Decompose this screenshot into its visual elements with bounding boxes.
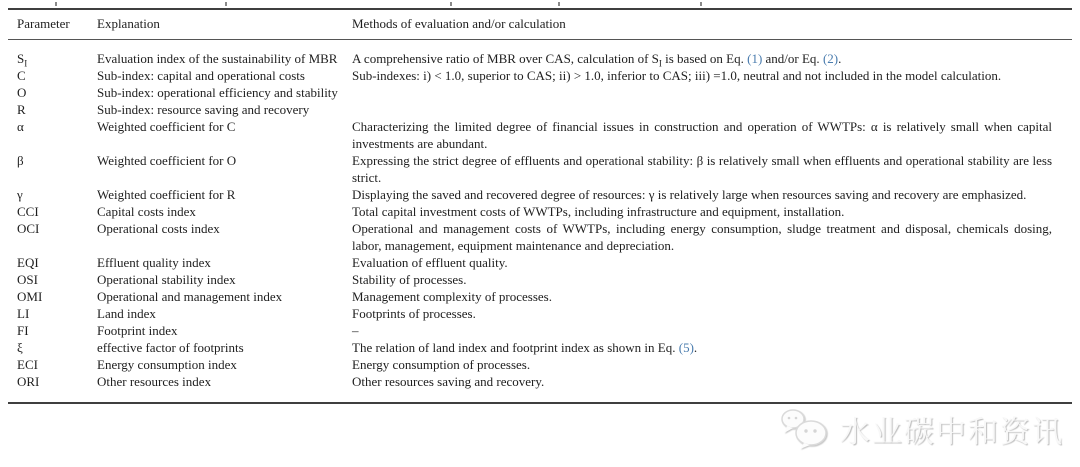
table-row bbox=[8, 322, 1072, 339]
param-cell: OCI bbox=[17, 221, 40, 236]
explanation-cell: Evaluation index of the sustainability of MBR bbox=[97, 51, 338, 66]
cropped-text-fragment bbox=[55, 2, 57, 6]
table-row bbox=[8, 67, 1072, 84]
method-cell: Energy consumption of processes. bbox=[352, 357, 531, 372]
param-cell: LI bbox=[17, 306, 30, 321]
table-row bbox=[8, 40, 1072, 68]
param-cell: C bbox=[17, 68, 26, 83]
param-cell: $S_I$ bbox=[17, 51, 28, 69]
table-row bbox=[8, 373, 1072, 403]
header-parameter: Parameter bbox=[8, 9, 97, 40]
table-row bbox=[8, 220, 1072, 254]
table-row bbox=[8, 271, 1072, 288]
method-cell: Other resources saving and recovery. bbox=[352, 374, 545, 389]
header-explanation: Explanation bbox=[97, 9, 352, 40]
cropped-text-fragment bbox=[450, 2, 452, 6]
method-cell: Total capital investment costs of WWTPs, including infrastructure and equipment, installation. bbox=[352, 204, 845, 219]
cropped-text-fragment bbox=[558, 2, 560, 6]
equation-link[interactable]: (2) bbox=[822, 51, 839, 66]
param-cell: R bbox=[17, 102, 26, 117]
param-cell: EQI bbox=[17, 255, 39, 270]
param-cell: CCI bbox=[17, 204, 39, 219]
cropped-text-fragment bbox=[700, 2, 702, 6]
param-cell: γ bbox=[17, 187, 23, 202]
param-cell: FI bbox=[17, 323, 29, 338]
method-cell: Displaying the saved and recovered degree of resources: γ is relatively large when resources saving and recovery are emphasized. bbox=[352, 187, 1027, 202]
table-header bbox=[8, 9, 1072, 40]
explanation-cell: Footprint index bbox=[97, 323, 178, 338]
param-cell: O bbox=[17, 85, 27, 100]
param-cell: ECI bbox=[17, 357, 38, 372]
table-row bbox=[8, 288, 1072, 305]
method-cell: Sub-indexes: i) < 1.0, superior to CAS; ii) > 1.0, inferior to CAS; iii) =1.0, neutral and not included in the model calculation. bbox=[352, 68, 1002, 83]
method-cell: Expressing the strict degree of effluents and operational stability: β is relatively small when effluents and operational stability are less strict. bbox=[352, 153, 1052, 185]
explanation-cell: effective factor of footprints bbox=[97, 340, 244, 355]
explanation-cell: Energy consumption index bbox=[97, 357, 237, 372]
table-row bbox=[8, 339, 1072, 356]
method-cell: Footprints of processes. bbox=[352, 306, 476, 321]
table-row bbox=[8, 203, 1072, 220]
explanation-cell: Weighted coefficient for R bbox=[97, 187, 236, 202]
cropped-text-fragment bbox=[225, 2, 227, 6]
table-row bbox=[8, 186, 1072, 203]
method-cell: Stability of processes. bbox=[352, 272, 467, 287]
equation-link[interactable]: (1) bbox=[747, 51, 763, 66]
watermark-label: 水业碳中和资讯 bbox=[840, 415, 1064, 450]
method-cell: A comprehensive ratio of MBR over CAS, calculation of $S_I$ is based on Eq. (1) and/or Eq. (2). bbox=[352, 51, 842, 69]
param-cell: β bbox=[17, 153, 24, 168]
method-cell: – bbox=[352, 323, 359, 338]
explanation-cell: Effluent quality index bbox=[97, 255, 211, 270]
explanation-cell: Sub-index: capital and operational costs bbox=[97, 68, 305, 83]
explanation-cell: Sub-index: resource saving and recovery bbox=[97, 102, 310, 117]
watermark bbox=[780, 407, 1064, 451]
method-cell: Operational and management costs of WWTPs, including energy consumption, sludge treatment and disposal, chemicals dosing, labor, management, equipment maintenance and depreciation. bbox=[352, 221, 1052, 253]
table-row bbox=[8, 118, 1072, 152]
explanation-cell: Operational costs index bbox=[97, 221, 220, 236]
explanation-cell: Capital costs index bbox=[97, 204, 196, 219]
param-cell: OSI bbox=[17, 272, 38, 287]
method-cell: Management complexity of processes. bbox=[352, 289, 552, 304]
param-cell: ξ bbox=[17, 340, 23, 355]
explanation-cell: Other resources index bbox=[97, 374, 212, 389]
param-cell: OMI bbox=[17, 289, 43, 304]
explanation-cell: Operational and management index bbox=[97, 289, 283, 304]
equation-link[interactable]: (5) bbox=[678, 340, 694, 355]
method-cell: Evaluation of effluent quality. bbox=[352, 255, 508, 270]
table-row bbox=[8, 305, 1072, 322]
param-cell: α bbox=[17, 119, 24, 134]
explanation-cell: Weighted coefficient for C bbox=[97, 119, 236, 134]
header-methods: Methods of evaluation and/or calculation bbox=[352, 9, 1072, 40]
parameter-table bbox=[8, 8, 1072, 404]
explanation-cell: Weighted coefficient for O bbox=[97, 153, 237, 168]
explanation-cell: Operational stability index bbox=[97, 272, 236, 287]
method-cell: Characterizing the limited degree of financial issues in construction and operation of WWTPs: α is relatively small when capital investments are abundant. bbox=[352, 119, 1052, 151]
method-cell: The relation of land index and footprint index as shown in Eq. (5). bbox=[352, 340, 698, 355]
param-cell: ORI bbox=[17, 374, 40, 389]
header-row bbox=[8, 9, 1072, 40]
wechat-chat-bubbles-icon bbox=[780, 407, 832, 451]
table-row bbox=[8, 356, 1072, 373]
explanation-cell: Land index bbox=[97, 306, 156, 321]
explanation-cell: Sub-index: operational efficiency and stability bbox=[97, 85, 338, 100]
table-row bbox=[8, 254, 1072, 271]
table-body bbox=[8, 40, 1072, 404]
table-row bbox=[8, 152, 1072, 186]
